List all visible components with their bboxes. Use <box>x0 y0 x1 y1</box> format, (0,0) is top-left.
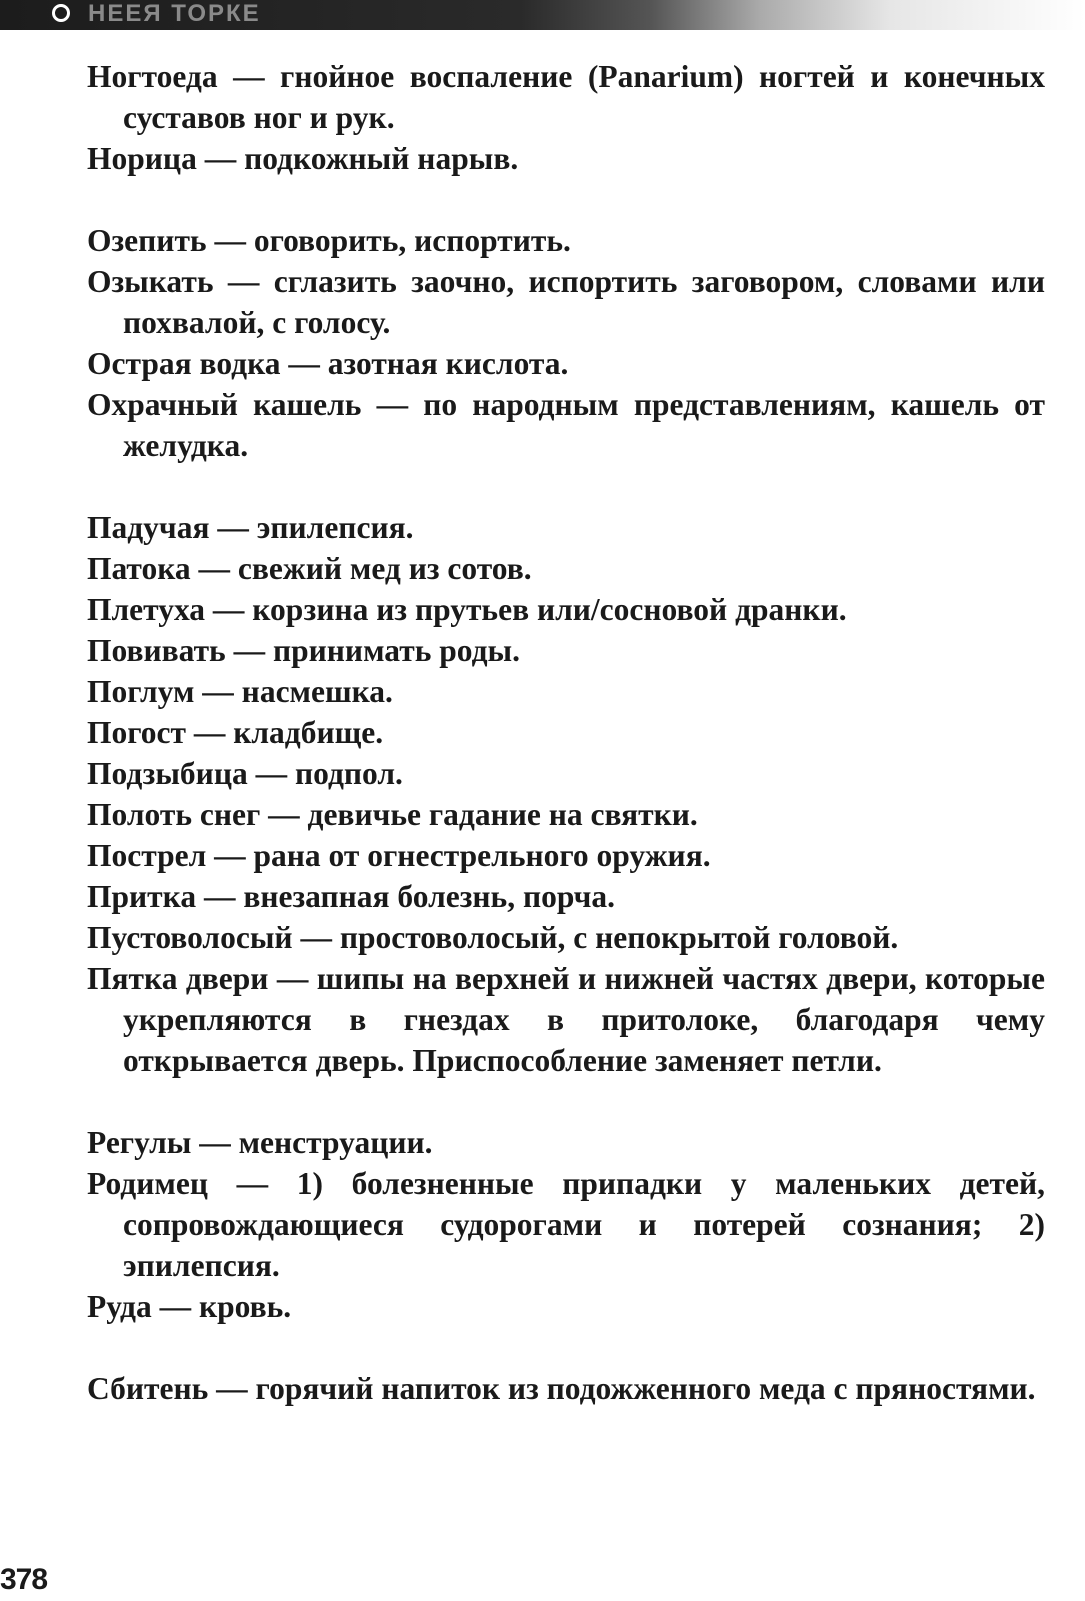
glossary-entry: Сбитень — горячий напиток из подожженного меда с пряностями. <box>87 1371 1036 1406</box>
glossary-entry: Охрачный кашель — по народным представлениям, кашель от желудка. <box>87 387 1045 463</box>
glossary-entry: Озепить — оговорить, испортить. <box>87 223 571 258</box>
glossary-entry: Родимец — 1) болезненные припадки у маленьких детей, сопровождающиеся судорогами и потерей сознания; 2) эпилепсия. <box>87 1166 1045 1283</box>
glossary-entry: Погост — кладбище. <box>87 715 384 750</box>
glossary-entry: Пустоволосый — простоволосый, с непокрытой головой. <box>87 920 899 955</box>
glossary-entry: Подзыбица — подпол. <box>87 756 403 791</box>
glossary-entry: Острая водка — азотная кислота. <box>87 346 569 381</box>
glossary-entry: Регулы — менструации. <box>87 1125 433 1160</box>
glossary-entry: Поглум — насмешка. <box>87 674 393 709</box>
glossary-entry: Патока — свежий мед из сотов. <box>87 551 532 586</box>
glossary-entry: Руда — кровь. <box>87 1289 292 1324</box>
glossary-entry: Полоть снег — девичье гадание на святки. <box>87 797 698 832</box>
glossary-content <box>87 56 1045 1450</box>
glossary-section-n <box>87 56 1045 179</box>
circle-bullet-icon <box>52 4 70 22</box>
running-header-title: НЕЕЯ ТОРКЕ <box>88 0 261 27</box>
glossary-section-s <box>87 1368 1045 1409</box>
glossary-entry: Ногтоеда — гнойное воспаление (Panarium) ногтей и конечных суставов ног и рук. <box>87 59 1045 135</box>
running-header <box>0 0 1085 30</box>
glossary-entry: Падучая — эпилепсия. <box>87 510 414 545</box>
glossary-entry: Пятка двери — шипы на верхней и нижней частях двери, которые укрепляются в гнездах в притолоке, благодаря чему открывается дверь. Приспособление заменяет петли. <box>87 961 1045 1078</box>
page-number: 378 <box>0 1563 48 1596</box>
glossary-entry: Плетуха — корзина из прутьев или/сосновой дранки. <box>87 592 847 627</box>
glossary-entry: Пострел — рана от огнестрельного оружия. <box>87 838 711 873</box>
glossary-entry: Притка — внезапная болезнь, порча. <box>87 879 615 914</box>
glossary-section-o <box>87 220 1045 466</box>
glossary-entry: Норица — подкожный нарыв. <box>87 141 519 176</box>
glossary-entry: Озыкать — сглазить заочно, испортить заговором, словами или похвалой, с голосу. <box>87 264 1045 340</box>
glossary-section-r <box>87 1122 1045 1327</box>
glossary-section-p <box>87 507 1045 1081</box>
glossary-entry: Повивать — принимать роды. <box>87 633 521 668</box>
